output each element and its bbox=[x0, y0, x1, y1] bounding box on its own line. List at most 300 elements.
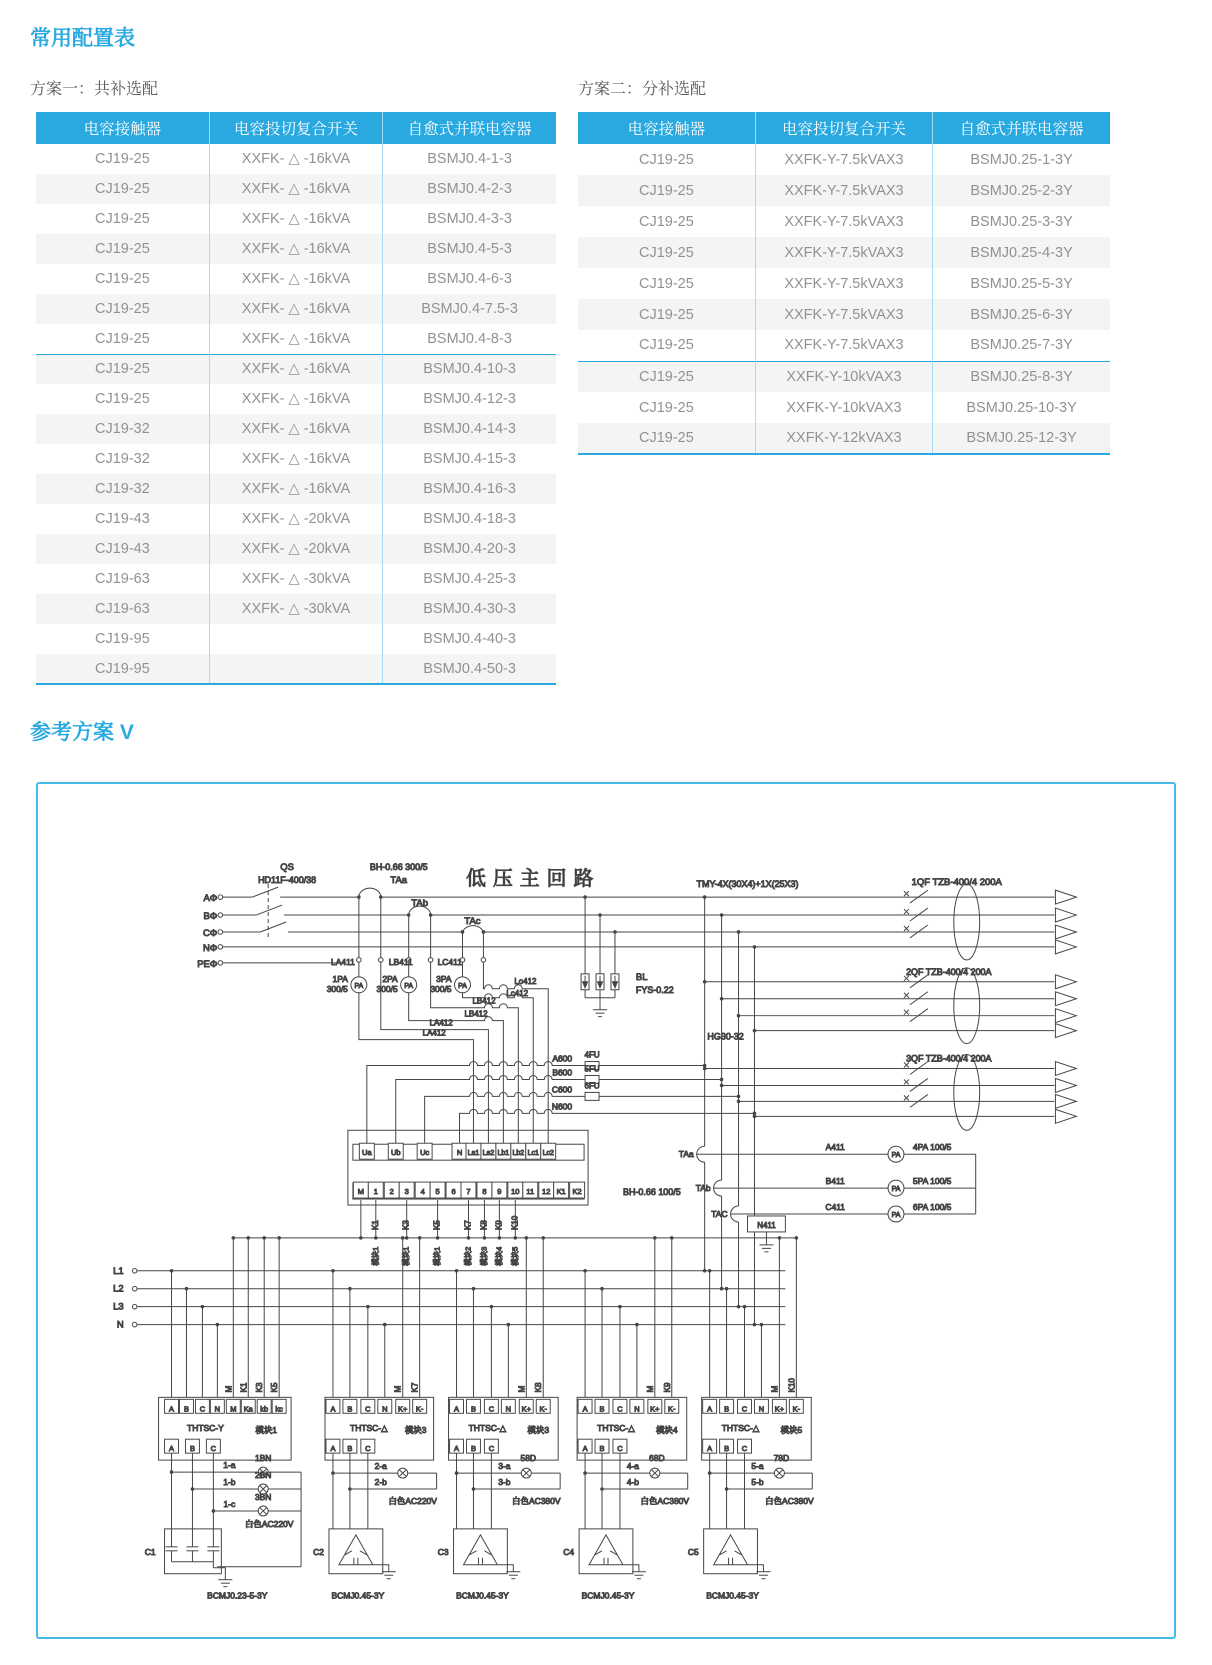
page-title: 常用配置表 bbox=[30, 27, 135, 50]
table-cell: XXFK-Y-7.5kVAX3 bbox=[755, 330, 932, 361]
table-row bbox=[578, 144, 1110, 175]
table-cell: BSMJ0.4-14-3 bbox=[383, 414, 556, 444]
diagram-label: LA411 bbox=[331, 956, 355, 967]
gnd-symbol bbox=[382, 1568, 396, 1579]
diagram-label: B bbox=[724, 1404, 730, 1414]
dot-symbol bbox=[743, 1305, 747, 1309]
table-cell: CJ19-95 bbox=[95, 631, 150, 647]
diagram-label: 3PA bbox=[436, 973, 452, 984]
column-header: 电容投切复合开关 bbox=[755, 112, 932, 144]
diagram-label: 模块5 bbox=[780, 1425, 803, 1436]
section2-title: 参考方案 V bbox=[30, 721, 134, 744]
diagram-label: NΦ bbox=[202, 942, 218, 954]
diagram-label: 模块3 bbox=[479, 1246, 489, 1266]
diagram-label: B bbox=[599, 1444, 605, 1454]
diagram-label: TAa bbox=[390, 875, 408, 887]
column-header: 电容投切复合开关 bbox=[209, 112, 382, 144]
table-cell: XXFK-Y-7.5kVAX3 bbox=[755, 144, 932, 175]
diagram-label: LB412 bbox=[472, 996, 496, 1006]
table-cell: BSMJ0.25-10-3Y bbox=[933, 392, 1110, 423]
column-header: 电容接触器 bbox=[578, 112, 755, 144]
arrow-symbol bbox=[1055, 908, 1076, 922]
diagram-label: 模块1 bbox=[401, 1246, 411, 1266]
cap-symbol bbox=[207, 1529, 219, 1562]
diagram-label: PA bbox=[404, 982, 414, 990]
diagram-label: M bbox=[770, 1385, 780, 1393]
diagram-label: 5PA 100/5 bbox=[912, 1176, 952, 1187]
table-row bbox=[36, 474, 556, 504]
table-cell: XXFK-Y-10kVAX3 bbox=[755, 392, 932, 423]
diagram-label: A bbox=[582, 1404, 588, 1414]
dot-symbol bbox=[359, 1236, 363, 1240]
dot-symbol bbox=[613, 930, 617, 934]
table-cell: CJ19-25 bbox=[95, 391, 150, 407]
diagram-label: 4-b bbox=[626, 1477, 640, 1488]
diagram-label: A bbox=[169, 1444, 175, 1454]
diagram-label: K3 bbox=[401, 1220, 411, 1230]
lamp-symbol bbox=[774, 1468, 784, 1478]
table-cell: CJ19-25 bbox=[36, 354, 209, 384]
table-cell: CJ19-25 bbox=[578, 361, 755, 392]
table-cell: CJ19-25 bbox=[95, 271, 150, 287]
table-cell: BSMJ0.25-7-3Y bbox=[933, 330, 1110, 361]
dot-symbol bbox=[472, 1287, 476, 1291]
table-row bbox=[36, 234, 556, 264]
diagram-label: 1BN bbox=[254, 1453, 272, 1464]
dot-symbol bbox=[703, 1064, 707, 1068]
diagram-label: 4FU bbox=[584, 1050, 600, 1060]
diagram-label: 2-a bbox=[374, 1461, 387, 1472]
dot-symbol bbox=[753, 1112, 757, 1116]
diagram-label: kc bbox=[275, 1404, 283, 1414]
diagram-label: N bbox=[505, 1404, 512, 1414]
diagram-label: B bbox=[470, 1444, 476, 1454]
dot-symbol bbox=[331, 1471, 335, 1475]
diagram-label: PA bbox=[354, 982, 364, 990]
table-cell: BSMJ0.25-3-3Y bbox=[933, 206, 1110, 237]
dot-symbol bbox=[760, 1323, 764, 1327]
dot-symbol bbox=[436, 1236, 440, 1240]
table-cell: XXFK- △ -30kVA bbox=[209, 594, 382, 624]
dot-symbol bbox=[703, 980, 707, 984]
diagram-label: Ka bbox=[243, 1404, 253, 1414]
table-cell: CJ19-25 bbox=[578, 299, 755, 330]
table-cell: XXFK-Y-7.5kVAX3 bbox=[755, 237, 932, 268]
dot-symbol bbox=[720, 997, 724, 1001]
dot-symbol bbox=[778, 1236, 782, 1240]
dot-symbol bbox=[635, 1323, 639, 1327]
diagram-label: Ub bbox=[390, 1148, 401, 1158]
oc-symbol bbox=[481, 958, 486, 963]
diagram-label: CΦ bbox=[202, 927, 218, 939]
dot-symbol bbox=[216, 1323, 220, 1327]
diagram-label: PA bbox=[891, 1152, 901, 1160]
diagram-label: 58D bbox=[520, 1453, 537, 1464]
diagram-label: N bbox=[382, 1404, 388, 1414]
wiring-diagram-frame bbox=[36, 782, 1176, 1639]
diagram-label: 3-a bbox=[498, 1461, 511, 1472]
diagram-label: TAC bbox=[711, 1208, 728, 1219]
lamp-symbol bbox=[521, 1468, 531, 1478]
diagram-label: B bbox=[724, 1444, 730, 1454]
table-cell: XXFK- △ -30kVA bbox=[209, 564, 382, 594]
oc-symbol bbox=[132, 1286, 137, 1291]
diagram-label: BCMJ0.45-3Y bbox=[331, 1590, 385, 1601]
diagram-label: 1-b bbox=[223, 1477, 236, 1488]
diagram-label: C1 bbox=[144, 1546, 156, 1557]
diagram-label: 2QF TZB-400/4 200A bbox=[906, 966, 992, 977]
diagram-label: TAc bbox=[464, 916, 481, 928]
diagram-label: 5-a bbox=[751, 1461, 764, 1472]
diagram-label: 10 bbox=[511, 1187, 520, 1197]
oc-symbol bbox=[218, 945, 223, 950]
diagram-label: 4-a bbox=[626, 1461, 640, 1472]
lamp-symbol bbox=[398, 1468, 408, 1478]
table-cell: XXFK-Y-7.5kVAX3 bbox=[755, 206, 932, 237]
table-row bbox=[36, 594, 556, 624]
dot-symbol bbox=[170, 1269, 174, 1273]
dot-symbol bbox=[600, 1287, 604, 1291]
dot-symbol bbox=[357, 895, 361, 899]
diagram-label: TAb bbox=[695, 1183, 711, 1194]
diagram-label: N bbox=[634, 1404, 640, 1414]
diagram-label: Lc412 bbox=[506, 988, 529, 998]
diagram-label: 68D bbox=[649, 1453, 665, 1464]
diagram-label: HD11F-400/38 bbox=[258, 875, 317, 886]
table-cell: XXFK- △ -16kVA bbox=[209, 294, 382, 324]
diagram-label: C411 bbox=[825, 1202, 846, 1213]
table-cell: XXFK- △ -16kVA bbox=[209, 144, 382, 174]
table-cell: CJ19-25 bbox=[578, 237, 755, 268]
diagram-label: B bbox=[183, 1404, 189, 1414]
diagram-label: PA bbox=[891, 1211, 901, 1219]
gnd-symbol bbox=[759, 1241, 773, 1252]
diagram-label: A bbox=[330, 1444, 336, 1454]
table-row bbox=[578, 361, 1110, 392]
table-row bbox=[36, 534, 556, 564]
table-cell: BSMJ0.4-3-3 bbox=[383, 204, 556, 234]
table-cell: CJ19-25 bbox=[639, 399, 694, 416]
diagram-label: La1 bbox=[467, 1150, 480, 1158]
diagram-label: 模块3 bbox=[404, 1425, 427, 1436]
dot-symbol bbox=[583, 1269, 587, 1273]
diagram-label: 3 bbox=[404, 1187, 409, 1197]
diagram-label: C bbox=[741, 1404, 748, 1414]
diagram-label: N bbox=[456, 1148, 463, 1158]
dot-symbol bbox=[185, 1287, 189, 1291]
table-cell bbox=[209, 654, 382, 684]
dot-symbol bbox=[708, 1471, 712, 1475]
diagram-label: 白色AC220V bbox=[244, 1518, 294, 1529]
column-header: 自愈式并联电容器 bbox=[933, 112, 1110, 144]
table-row bbox=[578, 206, 1110, 237]
diagram-label: 1 bbox=[373, 1187, 378, 1197]
table-cell: XXFK- △ -16kVA bbox=[209, 174, 382, 204]
diagram-label: 2PA bbox=[382, 973, 398, 984]
dot-symbol bbox=[737, 930, 741, 934]
diagram-label: TAb bbox=[411, 898, 428, 910]
table-cell: BSMJ0.4-50-3 bbox=[383, 654, 556, 684]
diagram-label: LA412 bbox=[422, 1028, 446, 1038]
diagram-label: C bbox=[617, 1404, 623, 1414]
diagram-label: C5 bbox=[687, 1546, 699, 1557]
diagram-label: 12 bbox=[542, 1187, 551, 1197]
diagram-label: K7 bbox=[410, 1382, 420, 1393]
brk-symbol bbox=[904, 992, 928, 1005]
table-cell: BSMJ0.25-5-3Y bbox=[933, 268, 1110, 299]
dot-symbol bbox=[583, 895, 587, 899]
table-cell: CJ19-43 bbox=[95, 511, 150, 527]
diagram-label: 3-b bbox=[498, 1477, 511, 1488]
table-cell: BSMJ0.25-12-3Y bbox=[933, 423, 1110, 454]
scheme2-subtitle: 方案二：分补选配 bbox=[578, 81, 707, 98]
diagram-label: 5-b bbox=[751, 1477, 764, 1488]
oc-symbol bbox=[357, 958, 362, 963]
table-cell: XXFK-Y-7.5kVAX3 bbox=[755, 268, 932, 299]
arrow-symbol bbox=[1055, 1109, 1076, 1123]
diagram-label: K1 bbox=[370, 1220, 380, 1230]
table-cell: BSMJ0.25-8-3Y bbox=[933, 361, 1110, 392]
diagram-label: 低压主回路 bbox=[466, 868, 601, 891]
diagram-label: HG30-32 bbox=[707, 1031, 744, 1042]
table-cell: BSMJ0.4-30-3 bbox=[383, 594, 556, 624]
scheme1-table bbox=[36, 112, 556, 685]
oc-symbol bbox=[218, 961, 223, 966]
table-row bbox=[36, 204, 556, 234]
diagram-label: K5 bbox=[270, 1382, 280, 1393]
diagram-label: LC411 bbox=[437, 956, 462, 967]
diagram-label: 模块5 bbox=[510, 1246, 520, 1266]
dot-symbol bbox=[720, 1084, 724, 1088]
diagram-label: 白色AC380V bbox=[512, 1495, 561, 1506]
diagram-label: BCMJ0.45-3Y bbox=[706, 1590, 759, 1601]
table-cell: XXFK-Y-12kVAX3 bbox=[755, 423, 932, 454]
diagram-label: PA bbox=[891, 1186, 901, 1194]
diagram-label: 4 bbox=[420, 1187, 425, 1197]
table-row bbox=[36, 354, 556, 384]
dot-symbol bbox=[703, 1269, 707, 1273]
dot-symbol bbox=[482, 930, 486, 934]
dot-symbol bbox=[405, 1236, 409, 1240]
dot-symbol bbox=[737, 1305, 741, 1309]
table-cell: CJ19-32 bbox=[36, 474, 209, 504]
dot-symbol bbox=[331, 1269, 335, 1273]
oc-symbol bbox=[132, 1268, 137, 1273]
diagram-label: A600 bbox=[552, 1053, 573, 1064]
diagram-label: M bbox=[230, 1404, 237, 1414]
dot-symbol bbox=[737, 1095, 741, 1099]
dot-symbol bbox=[524, 1236, 528, 1240]
diagram-label: K2 bbox=[572, 1187, 582, 1197]
dot-symbol bbox=[737, 1014, 741, 1018]
dot-symbol bbox=[374, 1236, 378, 1240]
diagram-label: K8 bbox=[479, 1220, 489, 1230]
diagram-label: K+ bbox=[398, 1404, 408, 1414]
dot-symbol bbox=[401, 1236, 405, 1240]
table-cell: BSMJ0.4-40-3 bbox=[383, 624, 556, 654]
table-cell: BSMJ0.4-16-3 bbox=[383, 474, 556, 504]
diagram-label: K- bbox=[792, 1404, 801, 1414]
arrow-symbol bbox=[1055, 1024, 1076, 1038]
table-cell: BSMJ0.4-5-3 bbox=[383, 234, 556, 264]
diagram-label: C bbox=[199, 1404, 206, 1414]
table-cell: CJ19-32 bbox=[36, 414, 209, 444]
diagram-label: THTSC-△ bbox=[721, 1423, 760, 1434]
diagram-label: 2BN bbox=[254, 1470, 272, 1481]
diagram-label: PEΦ bbox=[197, 958, 218, 970]
diagram-label: 4PA 100/5 bbox=[912, 1142, 952, 1153]
lamp-symbol bbox=[258, 1506, 268, 1516]
dot-symbol bbox=[348, 1287, 352, 1291]
diagram-label: BΦ bbox=[203, 911, 218, 923]
diagram-label: 模块3 bbox=[527, 1425, 550, 1436]
dot-symbol bbox=[383, 1323, 387, 1327]
scheme2-table-wrap bbox=[578, 112, 1110, 455]
oc-symbol bbox=[428, 958, 433, 963]
table-cell: XXFK- △ -16kVA bbox=[209, 264, 382, 294]
arrow-symbol bbox=[1055, 925, 1076, 939]
diagram-label: 78D bbox=[773, 1453, 790, 1464]
table-row bbox=[36, 504, 556, 534]
scheme1-subtitle: 方案一：共补选配 bbox=[30, 81, 159, 98]
diagram-label: 模块1 bbox=[432, 1246, 442, 1266]
table-cell: CJ19-25 bbox=[578, 423, 755, 454]
diagram-label: 300/5 bbox=[376, 983, 398, 994]
diagram-label: A bbox=[169, 1404, 175, 1414]
table-row bbox=[578, 423, 1110, 454]
table-cell: XXFK- △ -16kVA bbox=[209, 444, 382, 474]
diagram-label: C3 bbox=[437, 1546, 449, 1557]
dot-symbol bbox=[720, 1078, 724, 1082]
dot-symbol bbox=[795, 1236, 799, 1240]
table-row bbox=[578, 268, 1110, 299]
table-row bbox=[578, 330, 1110, 361]
table-cell: CJ19-95 bbox=[36, 654, 209, 684]
diagram-label: M bbox=[357, 1187, 364, 1197]
cap-symbol bbox=[166, 1529, 178, 1562]
table-cell: CJ19-25 bbox=[639, 275, 694, 292]
dot-symbol bbox=[379, 895, 383, 899]
diagram-label: 白色AC220V bbox=[388, 1495, 437, 1506]
diagram-label: C bbox=[210, 1444, 217, 1454]
diagram-label: M bbox=[517, 1385, 527, 1393]
diagram-label: 11 bbox=[526, 1187, 535, 1197]
table-cell: BSMJ0.4-1-3 bbox=[383, 144, 556, 174]
diagram-label: B bbox=[599, 1404, 605, 1414]
table-cell: BSMJ0.4-15-3 bbox=[383, 444, 556, 474]
diagram-label: K+ bbox=[521, 1404, 531, 1414]
diagram-label: LB411 bbox=[388, 956, 413, 967]
dot-symbol bbox=[753, 1029, 757, 1033]
diagram-label: THTSC-△ bbox=[350, 1423, 388, 1434]
table-row bbox=[36, 384, 556, 414]
diagram-label: A411 bbox=[825, 1142, 845, 1153]
arrow-symbol bbox=[1055, 890, 1076, 904]
dot-symbol bbox=[725, 1287, 729, 1291]
dot-symbol bbox=[498, 1236, 502, 1240]
dot-symbol bbox=[418, 1236, 422, 1240]
diagram-label: K- bbox=[668, 1404, 676, 1414]
diagram-label: 300/5 bbox=[326, 983, 348, 994]
dot-symbol bbox=[720, 913, 724, 917]
column-header: 自愈式并联电容器 bbox=[383, 112, 556, 144]
diagram-label: 300/5 bbox=[430, 983, 452, 994]
dot-symbol bbox=[472, 1487, 476, 1491]
diagram-label: Lc2 bbox=[542, 1150, 554, 1158]
table-row bbox=[36, 414, 556, 444]
table-cell: XXFK- △ -20kVA bbox=[209, 534, 382, 564]
table-cell: BSMJ0.25-6-3Y bbox=[933, 299, 1110, 330]
gnd-symbol bbox=[506, 1568, 520, 1579]
dot-symbol bbox=[708, 1269, 712, 1273]
arrow-symbol bbox=[1055, 975, 1076, 989]
dot-symbol bbox=[366, 1305, 370, 1309]
diagram-label: N600 bbox=[551, 1101, 573, 1112]
diagram-label: K+ bbox=[650, 1404, 660, 1414]
dot-symbol bbox=[461, 930, 465, 934]
table-cell: CJ19-25 bbox=[639, 337, 694, 354]
diagram-label: 模块1 bbox=[255, 1425, 278, 1436]
diagram-label: M bbox=[224, 1385, 234, 1393]
dot-symbol bbox=[232, 1236, 236, 1240]
diagram-label: Lc1 bbox=[527, 1150, 539, 1158]
table-cell: BSMJ0.4-7.5-3 bbox=[383, 294, 556, 324]
table-cell: BSMJ0.4-6-3 bbox=[383, 264, 556, 294]
diagram-label: 1-a bbox=[223, 1460, 236, 1471]
diagram-label: B bbox=[347, 1444, 353, 1454]
table-cell: BSMJ0.25-1-3Y bbox=[933, 144, 1110, 175]
dot-symbol bbox=[348, 1487, 352, 1491]
gnd-symbol bbox=[632, 1568, 646, 1579]
diagram-label: TMY-4X(30X4)+1X(25X3) bbox=[696, 879, 799, 890]
diagram-label: Lo412 bbox=[514, 976, 537, 986]
oc-symbol bbox=[379, 958, 384, 963]
diagram-label: 模块4 bbox=[494, 1246, 504, 1266]
diagram-label: La2 bbox=[482, 1150, 495, 1158]
diagram-label: BCMJ0.23-5-3Y bbox=[207, 1590, 268, 1601]
dot-symbol bbox=[455, 1269, 459, 1273]
table-row bbox=[36, 294, 556, 324]
oc-symbol bbox=[218, 895, 223, 900]
diagram-wires bbox=[132, 884, 1076, 1587]
diagram-label: L3 bbox=[113, 1301, 124, 1313]
dot-symbol bbox=[600, 1487, 604, 1491]
table-row bbox=[36, 144, 556, 174]
diagram-label: C bbox=[488, 1444, 495, 1454]
diagram-label: C4 bbox=[563, 1546, 575, 1557]
dot-symbol bbox=[483, 1236, 487, 1240]
diagram-label: C bbox=[617, 1444, 623, 1454]
table-cell: CJ19-25 bbox=[95, 211, 150, 227]
gnd-symbol bbox=[218, 1576, 232, 1587]
diagram-label: K3 bbox=[255, 1382, 265, 1393]
table-cell: XXFK- △ -20kVA bbox=[209, 504, 382, 534]
table-row bbox=[578, 175, 1110, 206]
table-cell: BSMJ0.4-18-3 bbox=[383, 504, 556, 534]
dot-symbol bbox=[429, 913, 433, 917]
diagram-label: L2 bbox=[113, 1283, 124, 1295]
table-row bbox=[578, 237, 1110, 268]
table-cell: BSMJ0.4-20-3 bbox=[383, 534, 556, 564]
dot-symbol bbox=[170, 1470, 174, 1474]
diagram-label: M bbox=[645, 1385, 655, 1393]
table-row bbox=[36, 564, 556, 594]
diagram-label: 1QF TZB-400/4 200A bbox=[911, 877, 1002, 889]
diagram-label: PA bbox=[458, 982, 467, 990]
arr1-symbol bbox=[611, 974, 619, 990]
diagram-label: 2 bbox=[389, 1187, 394, 1197]
diagram-label: Lb1 bbox=[497, 1150, 510, 1158]
